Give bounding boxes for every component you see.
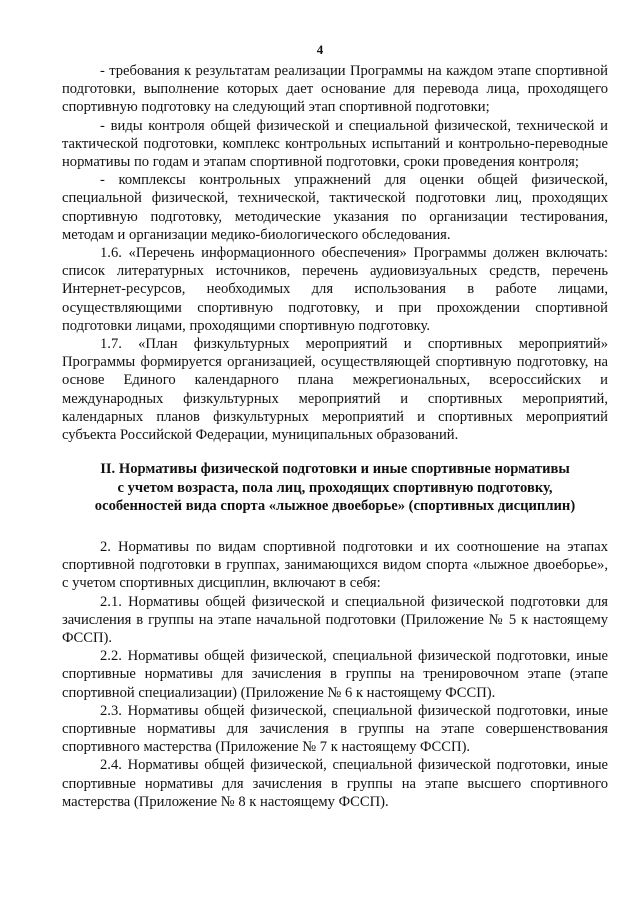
paragraph-control-types: - виды контроля общей физической и специальной физической, технической и тактической подготовки, комплекс контрольных испытаний и контрольно-переводные нормативы по годам и этапам спортивной подготовки, сроки проведения контроля; [62,117,608,171]
section-heading-line-2: с учетом возраста, пола лиц, проходящих спортивную подготовку, [117,479,553,496]
section-heading-line-1: II. Нормативы физической подготовки и иные спортивные нормативы [100,461,570,478]
paragraph-2-3: 2.3. Нормативы общей физической, специальной физической подготовки, иные спортивные нормативы для зачисления в группы на этапе совершенствования спортивного мастерства (Приложение № 7 к настоящему ФССП). [62,702,608,756]
section-heading [62,460,608,516]
paragraph-2: 2. Нормативы по видам спортивной подготовки и их соотношение на этапах спортивной подготовки в группах, занимающихся видом спорта «лыжное двоеборье», с учетом спортивных дисциплин, включают в себя: [62,539,608,592]
paragraph-control-exercises: - комплексы контрольных упражнений для оценки общей физической, специальной физической, технической, тактической подготовки лиц, проходящих спортивную подготовку, методические указания по организации тестирования, методам и организации медико-биологического обследования. [62,172,608,243]
paragraph-requirements: - требования к результатам реализации Программы на каждом этапе спортивной подготовки, выполнение которых дает основание для перевода лица, проходящего спортивную подготовку на следующий этап спортивной подготовки; [62,63,608,116]
paragraph-1-7: 1.7. «План физкультурных мероприятий и спортивных мероприятий» Программы формируется организацией, осуществляющей спортивную подготовку, на основе Единого календарного плана межрегиональных, всероссийских и международных физкультурных мероприятий и спортивных мероприятий, календарных планов физкультурных мероприятий и спортивных мероприятий субъекта Российской Федерации, муниципальных образований. [62,336,608,444]
spacer [62,530,608,538]
paragraph-2-1: 2.1. Нормативы общей физической и специальной физической подготовки для зачисления в группы на этапе начальной подготовки (Приложение № 5 к настоящему ФССП). [62,593,608,647]
page-number: 4 [316,42,324,57]
paragraph-2-4: 2.4. Нормативы общей физической, специальной физической подготовки, иные спортивные нормативы для зачисления в группы на этапе высшего спортивного мастерства (Приложение № 8 к настоящему ФССП). [62,757,608,810]
document-body [62,62,608,811]
paragraph-2-2: 2.2. Нормативы общей физической, специальной физической подготовки, иные спортивные нормативы для зачисления в группы на тренировочном этапе (этапе спортивной специализации) (Приложение № 6 к настоящему ФССП). [62,648,608,701]
paragraph-1-6: 1.6. «Перечень информационного обеспечения» Программы должен включать: список литературных источников, перечень аудиовизуальных средств, перечень Интернет-ресурсов, необходимых для использования в работе лицами, осуществляющими спортивную подготовку, и при прохождении спортивной подготовки лицами, проходящими спортивную подготовку. [62,245,608,334]
section-heading-line-3: особенностей вида спорта «лыжное двоеборье» (спортивных дисциплин) [94,498,576,515]
